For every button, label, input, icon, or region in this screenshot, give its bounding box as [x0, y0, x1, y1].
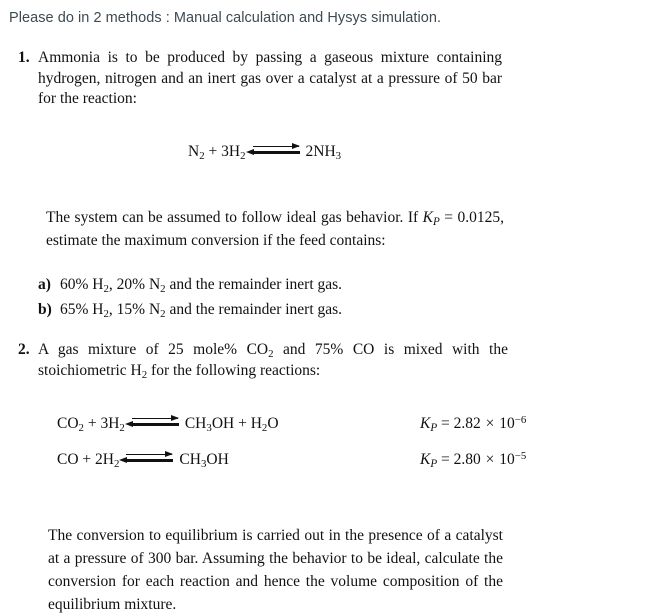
- species-ch3oh-tail: OH: [211, 415, 235, 432]
- kp-symbol-sub: P: [430, 458, 438, 471]
- kp-mantissa: 2.82: [453, 415, 481, 432]
- species-co2-sub: 2: [78, 422, 84, 435]
- option-b-h2: [92, 301, 109, 321]
- species-ch3oh-base: CH: [179, 451, 201, 468]
- kp-value-reaction-1: [420, 414, 526, 434]
- kp-symbol-base: K: [420, 451, 431, 468]
- kp-symbol-q1: [423, 209, 440, 226]
- question-2-number: 2.: [18, 341, 30, 358]
- question-2-statement: [38, 340, 508, 381]
- species-co2-base: CO: [57, 415, 79, 432]
- species-n2-sub: 2: [160, 308, 166, 321]
- option-letter-b: b): [38, 301, 52, 318]
- kp-symbol-base: K: [422, 208, 433, 226]
- species-ch3oh-tail: OH: [206, 451, 229, 468]
- species-ch3oh-sub: 3: [200, 458, 207, 471]
- equation-products: [305, 143, 342, 163]
- coeff-nh3: 2: [305, 143, 314, 160]
- kp-power: [499, 451, 526, 468]
- coeff-h2: 2: [95, 451, 103, 468]
- kp-exponent: −6: [514, 413, 527, 426]
- kp-power: [499, 415, 526, 432]
- question-1-followup: [46, 206, 504, 252]
- species-n2-base: N: [148, 301, 161, 318]
- species-h2-sub: 2: [119, 422, 125, 435]
- multiplication-icon: ×: [485, 415, 495, 432]
- question-2-closing: The conversion to equilibrium is carried out in the presence of a catalyst at a pressure of 300 bar. Assuming the behavior to be ideal, calculate the conversion for each reaction and hence the volume composition of the equilibrium mixture.: [48, 526, 503, 613]
- question-2-block: [0, 340, 648, 381]
- followup-text-lead: The system can be assumed to follow ideal gas behavior. If: [46, 208, 423, 226]
- kp-base: 10: [499, 415, 515, 432]
- species-n2-base: N: [148, 276, 161, 293]
- species-ch3oh-base: CH: [184, 415, 207, 432]
- species-h2o-tail: O: [267, 415, 279, 432]
- kp-exponent: −5: [514, 449, 527, 462]
- species-h2o-sub: 2: [261, 422, 268, 435]
- species-h2-sub: 2: [240, 150, 246, 163]
- equation-products: [179, 451, 229, 471]
- followup-text-tail: = 0.0125, estimate the maximum conversion if the feed contains:: [46, 208, 504, 249]
- option-a-n2: [148, 276, 166, 296]
- species-ch3oh-sub: 3: [206, 422, 212, 435]
- coeff-h2: 3: [221, 143, 229, 160]
- kp-base: 10: [499, 451, 515, 468]
- equation-plus: +: [87, 415, 97, 432]
- equation-reactants: [188, 143, 246, 163]
- list-item: b) 65% $H_2$, 15% $N_2$ and the remainder inert gas.: [38, 297, 518, 322]
- species-h2-sub: 2: [141, 368, 148, 381]
- option-b-h2-pct: 65%: [60, 301, 89, 318]
- species-co2-sub: 2: [268, 348, 274, 361]
- species-nh3-sub: 3: [335, 150, 342, 163]
- stmt-part-b: and 75% CO is mixed with the: [273, 341, 508, 358]
- species-n2-base: N: [188, 143, 200, 160]
- equation-reactants: [57, 415, 125, 435]
- multiplication-icon: ×: [485, 451, 495, 468]
- stmt-part-c: stoichiometric H: [38, 361, 142, 379]
- option-b-n2: [148, 301, 166, 321]
- equation-reactants: [57, 451, 120, 471]
- species-h2-base: H: [102, 451, 114, 468]
- species-n2-sub: 2: [160, 283, 166, 296]
- reaction-equation-methanol-from-co: [57, 450, 229, 470]
- reaction-equation-ammonia: [188, 142, 341, 162]
- equilibrium-arrow-icon: [129, 415, 181, 429]
- species-h2-sub: 2: [114, 458, 120, 471]
- kp-symbol-sub: P: [430, 422, 438, 435]
- species-nh3-base: NH: [313, 143, 336, 160]
- option-b-n2-pct: 15%: [116, 301, 146, 318]
- kp-equals: =: [441, 451, 450, 468]
- equation-plus: +: [238, 415, 247, 432]
- species-n2-sub: 2: [199, 150, 205, 163]
- species-h2-base: H: [228, 143, 241, 160]
- coeff-h2: 3: [100, 415, 109, 432]
- question-1-block: [0, 48, 648, 110]
- stmt-part-a: A gas mixture of 25 mole% CO: [38, 341, 269, 358]
- species-h2-sub: 2: [103, 308, 109, 321]
- instruction-prompt: Please do in 2 methods : Manual calculation and Hysys simulation.: [9, 10, 442, 26]
- equilibrium-arrow-icon: [250, 143, 302, 157]
- kp-value-reaction-2: [420, 450, 526, 470]
- equation-plus: +: [82, 451, 92, 468]
- stmt-part-d: for the following reactions:: [147, 361, 321, 379]
- option-a-h2-pct: 60%: [60, 276, 89, 293]
- equilibrium-arrow-icon: [123, 451, 175, 465]
- species-h2-base: H: [92, 276, 104, 293]
- kp-mantissa: 2.80: [453, 451, 481, 468]
- reaction-equation-methanol-from-co2: [57, 414, 279, 434]
- equation-plus: +: [208, 143, 218, 160]
- kp-symbol-base: K: [420, 415, 431, 432]
- species-h2-base: H: [92, 301, 104, 318]
- equation-products: [184, 415, 279, 435]
- option-letter-a: a): [38, 276, 51, 293]
- kp-symbol: [420, 451, 438, 471]
- option-a-n2-pct: 20%: [116, 276, 146, 293]
- option-a-h2: [92, 276, 109, 296]
- question-1-options: [38, 272, 518, 322]
- species-co-base: CO: [57, 451, 79, 468]
- option-b-tail: and the remainder inert gas.: [169, 301, 343, 318]
- kp-symbol: [420, 415, 438, 435]
- species-h2o-base: H: [250, 415, 262, 432]
- kp-symbol-sub: P: [433, 215, 440, 228]
- question-1-number: 1.: [18, 49, 30, 66]
- species-h2-sub: 2: [103, 283, 109, 296]
- kp-equals: =: [441, 415, 450, 432]
- option-a-tail: and the remainder inert gas.: [169, 276, 343, 293]
- list-item: a) 60% $H_2$, 20% $N_2$ and the remainder inert gas.: [38, 272, 518, 297]
- question-1-statement: Ammonia is to be produced by passing a gaseous mixture containing hydrogen, nitrogen and an inert gas over a catalyst at a pressure of 50 bar for the reaction:: [38, 49, 502, 107]
- species-h2-base: H: [108, 415, 120, 432]
